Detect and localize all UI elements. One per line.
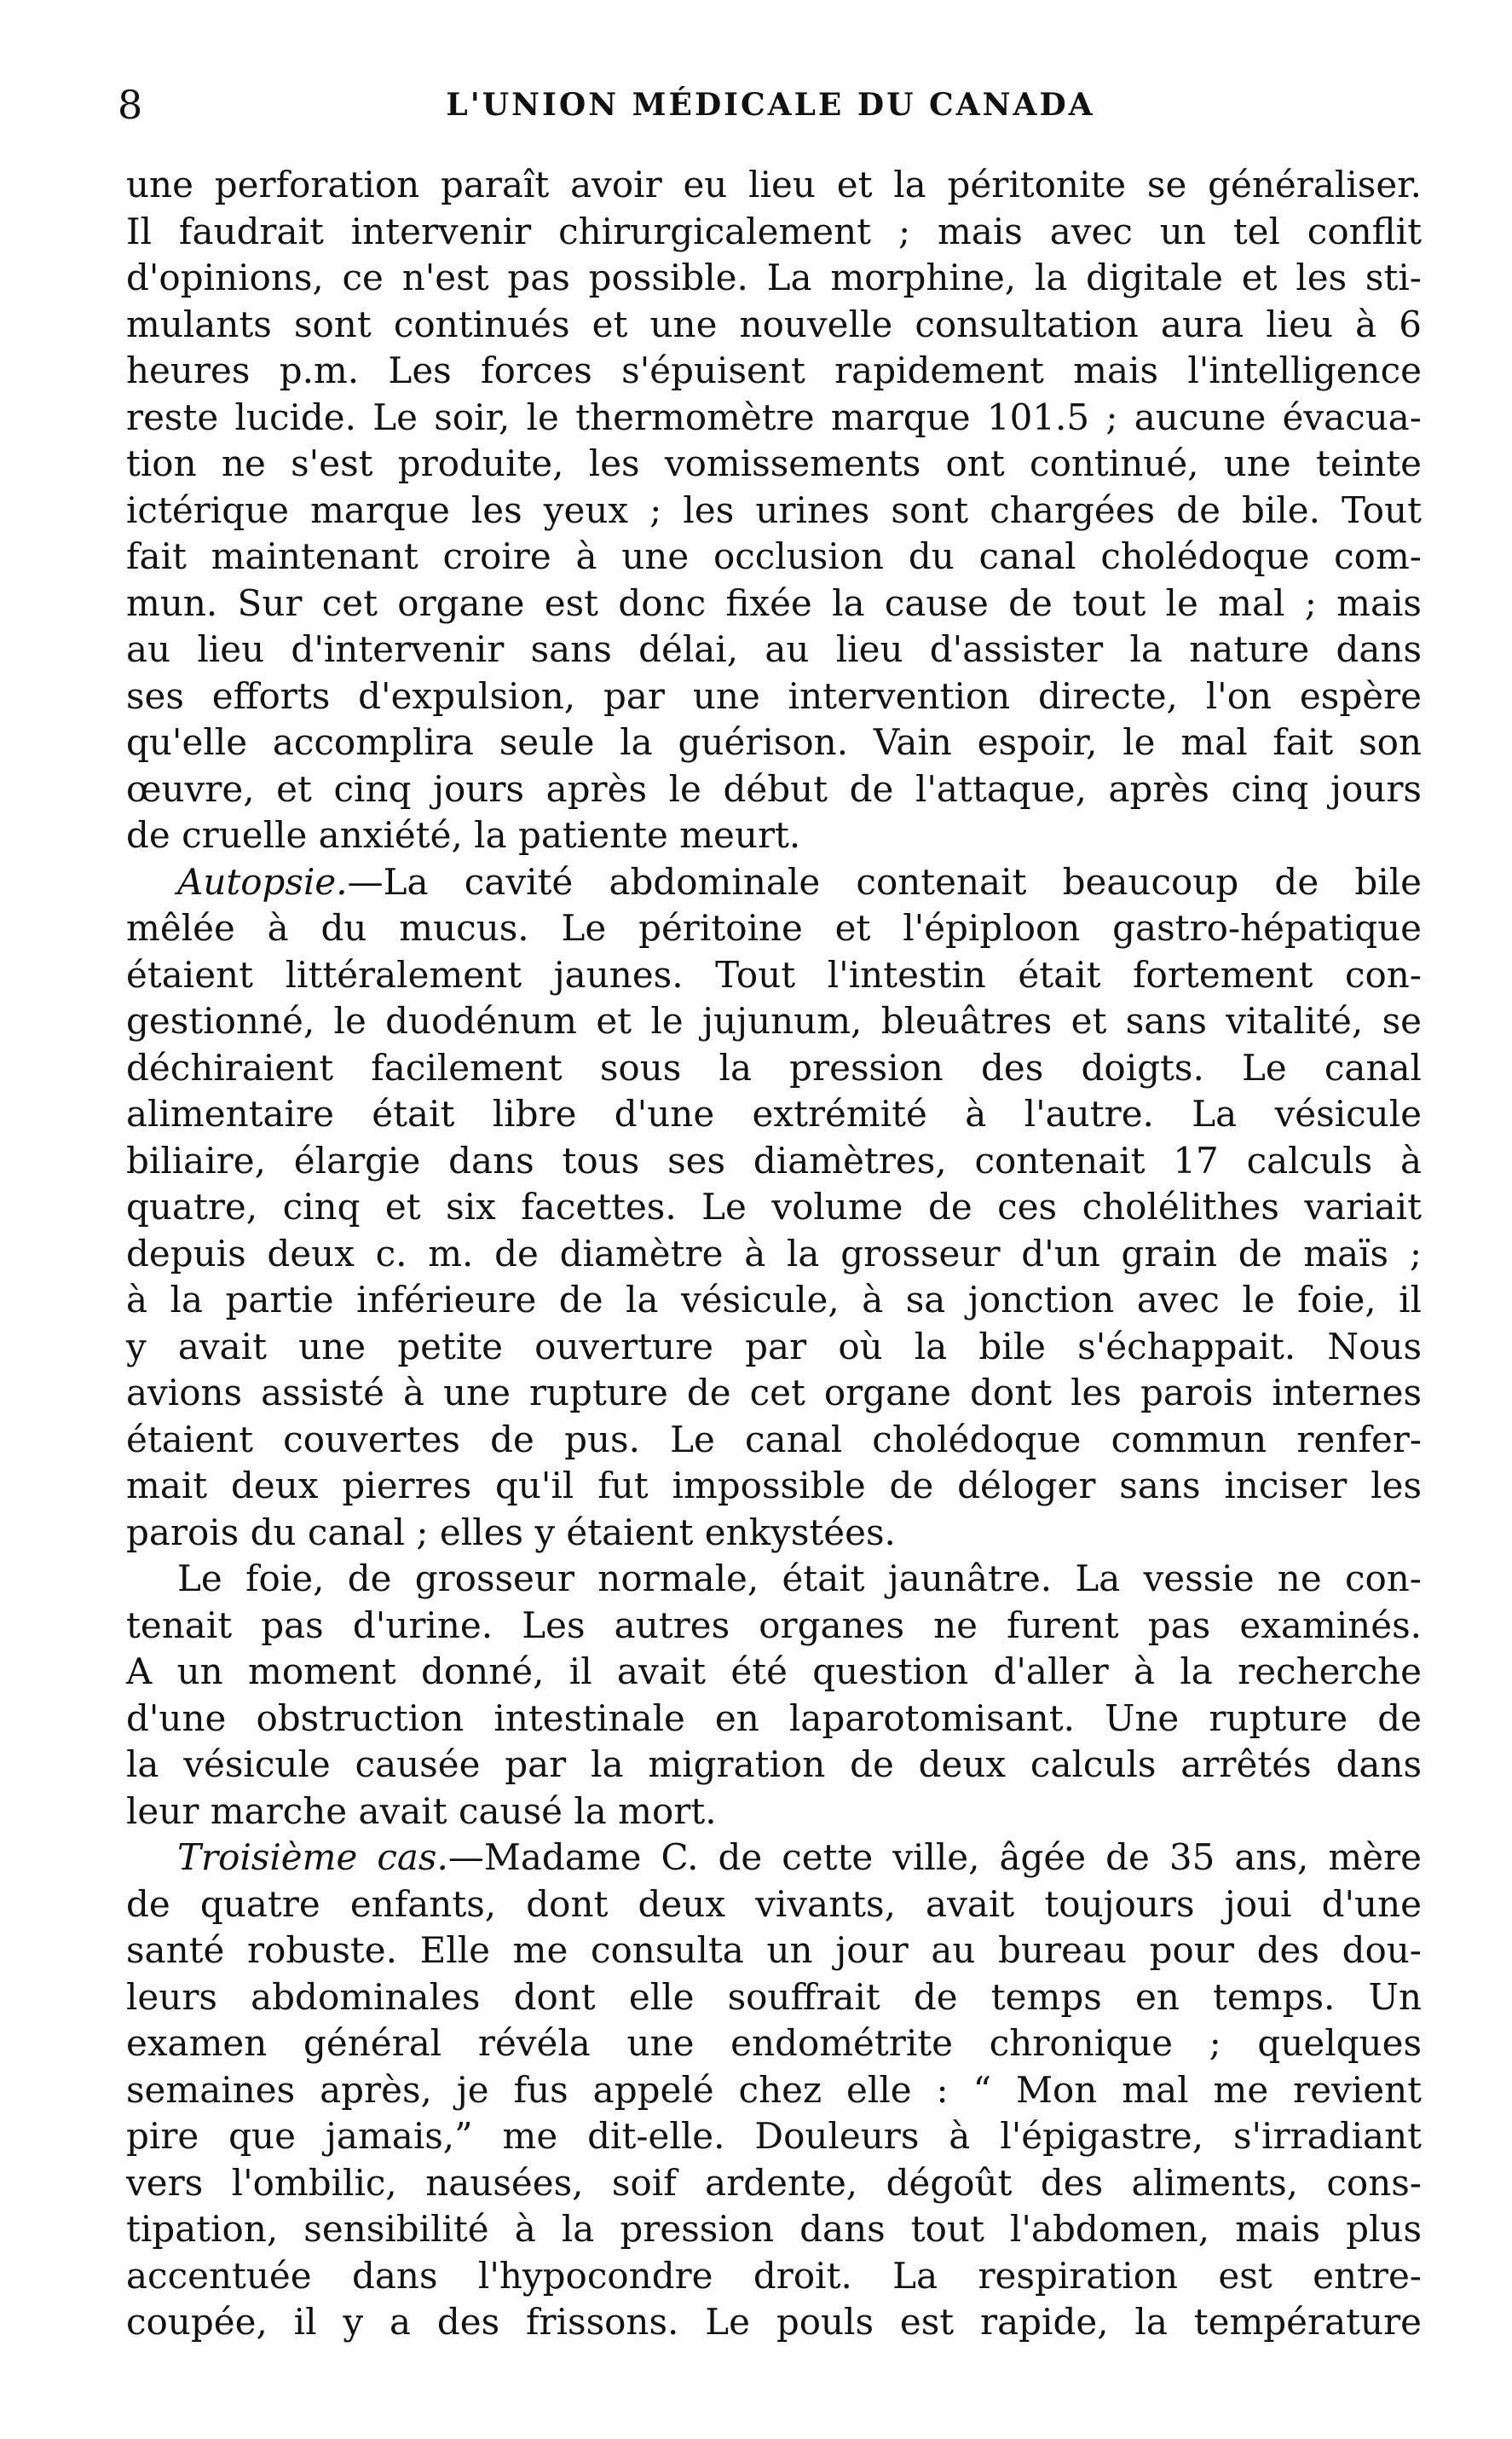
text-line: au lieu d'intervenir sans délai, au lieu d'assister la nature dans — [126, 628, 1422, 670]
text-line: santé robuste. Elle me consulta un jour au bureau pour des dou- — [126, 1929, 1422, 1971]
text-line: mêlée à du mucus. Le péritoine et l'épiploon gastro-hépatique — [126, 907, 1422, 949]
text-line: mulants sont continués et une nouvelle consultation aura lieu à 6 — [126, 303, 1422, 345]
text-line: une perforation paraît avoir eu lieu et la péritonite se généraliser. — [126, 164, 1422, 205]
text-line: mun. Sur cet organe est donc fixée la cause de tout le mal ; mais — [126, 581, 1422, 624]
text-line: leur marche avait causé la mort. — [126, 1789, 717, 1832]
section-heading-autopsie: Autopsie. — [177, 860, 348, 903]
text-line: ses efforts d'expulsion, par une intervention directe, l'on espère — [126, 674, 1422, 717]
text-line: Le foie, de grosseur normale, était jaunâtre. La vessie ne con- — [177, 1558, 1422, 1599]
text-line — [126, 859, 1422, 906]
text-line: pire que jamais,” me dit-elle. Douleurs à l'épigastre, s'irradiant — [126, 2115, 1422, 2157]
text-line: semaines après, je fus appelé chez elle : “ Mon mal me revient — [126, 2068, 1422, 2111]
article-body — [126, 162, 1422, 2346]
text-line: la vésicule causée par la migration de deux calculs arrêtés dans — [126, 1743, 1422, 1785]
section-heading-troisieme-cas: Troisième cas. — [177, 1836, 448, 1878]
text-line: œuvre, et cinq jours après le début de l'attaque, après cinq jours — [126, 767, 1422, 810]
text-line: qu'elle accomplira seule la guérison. Vain espoir, le mal fait son — [126, 721, 1422, 763]
text-line: étaient littéralement jaunes. Tout l'intestin était fortement con- — [126, 953, 1422, 996]
text-line: de cruelle anxiété, la patiente meurt. — [126, 814, 801, 856]
text-line: étaient couvertes de pus. Le canal cholédoque commun renfer- — [126, 1418, 1422, 1460]
text-line: ictérique marque les yeux ; les urines sont chargées de bile. Tout — [126, 488, 1422, 531]
text-line: coupée, il y a des frissons. Le pouls est rapide, la température — [126, 2301, 1422, 2343]
text-line: déchiraient facilement sous la pression des doigts. Le canal — [126, 1046, 1422, 1089]
text-line: à la partie inférieure de la vésicule, à sa jonction avec le foie, il — [126, 1279, 1422, 1321]
running-head: L'UNION MÉDICALE DU CANADA — [446, 87, 1095, 123]
text-line: mait deux pierres qu'il fut impossible de déloger sans inciser les — [126, 1465, 1422, 1506]
text-line: y avait une petite ouverture par où la bile s'échappait. Nous — [126, 1325, 1422, 1367]
text-line: A un moment donné, il avait été question d'aller à la recherche — [126, 1650, 1422, 1692]
text-line: avions assisté à une rupture de cet organe dont les parois internes — [126, 1372, 1422, 1413]
text-line — [126, 1835, 1422, 1881]
text-line: tenait pas d'urine. Les autres organes ne furent pas examinés. — [126, 1604, 1422, 1646]
text-line: examen général révéla une endométrite chronique ; quelques — [126, 2022, 1422, 2064]
text-line: de quatre enfants, dont deux vivants, avait toujours joui d'une — [126, 1882, 1422, 1925]
text-line-continuation: —La cavité abdominale contenait beaucoup de bile — [347, 860, 1422, 903]
page-header — [118, 75, 1423, 135]
text-line: d'opinions, ce n'est pas possible. La morphine, la digitale et les sti- — [126, 257, 1422, 298]
text-line: accentuée dans l'hypocondre droit. La respiration est entre- — [126, 2254, 1422, 2297]
page-number: 8 — [118, 82, 143, 128]
text-line: leurs abdominales dont elle souffrait de temps en temps. Un — [126, 1975, 1422, 2018]
text-line-continuation: —Madame C. de cette ville, âgée de 35 ans, mère — [447, 1836, 1422, 1878]
text-line: fait maintenant croire à une occlusion du canal cholédoque com- — [126, 535, 1422, 577]
text-line: parois du canal ; elles y étaient enkystées. — [126, 1511, 896, 1553]
text-line: gestionné, le duodénum et le jujunum, bleuâtres et sans vitalité, se — [126, 1000, 1422, 1042]
text-line: tion ne s'est produite, les vomissements ont continué, une teinte — [126, 442, 1422, 484]
text-line: biliaire, élargie dans tous ses diamètres, contenait 17 calculs à — [126, 1139, 1422, 1182]
text-line: heures p.m. Les forces s'épuisent rapidement mais l'intelligence — [126, 350, 1422, 391]
text-line: Il faudrait intervenir chirurgicalement ; mais avec un tel conflit — [126, 210, 1422, 252]
text-line: alimentaire était libre d'une extrémité à l'autre. La vésicule — [126, 1093, 1422, 1135]
text-line: quatre, cinq et six facettes. Le volume de ces cholélithes variait — [126, 1186, 1422, 1228]
text-line: reste lucide. Le soir, le thermomètre marque 101.5 ; aucune évacua- — [126, 396, 1422, 438]
text-line: d'une obstruction intestinale en laparotomisant. Une rupture de — [126, 1696, 1422, 1739]
text-line: depuis deux c. m. de diamètre à la grosseur d'un grain de maïs ; — [126, 1232, 1422, 1274]
text-line: vers l'ombilic, nausées, soif ardente, dégoût des aliments, cons- — [126, 2161, 1422, 2204]
text-line: tipation, sensibilité à la pression dans tout l'abdomen, mais plus — [126, 2208, 1422, 2250]
